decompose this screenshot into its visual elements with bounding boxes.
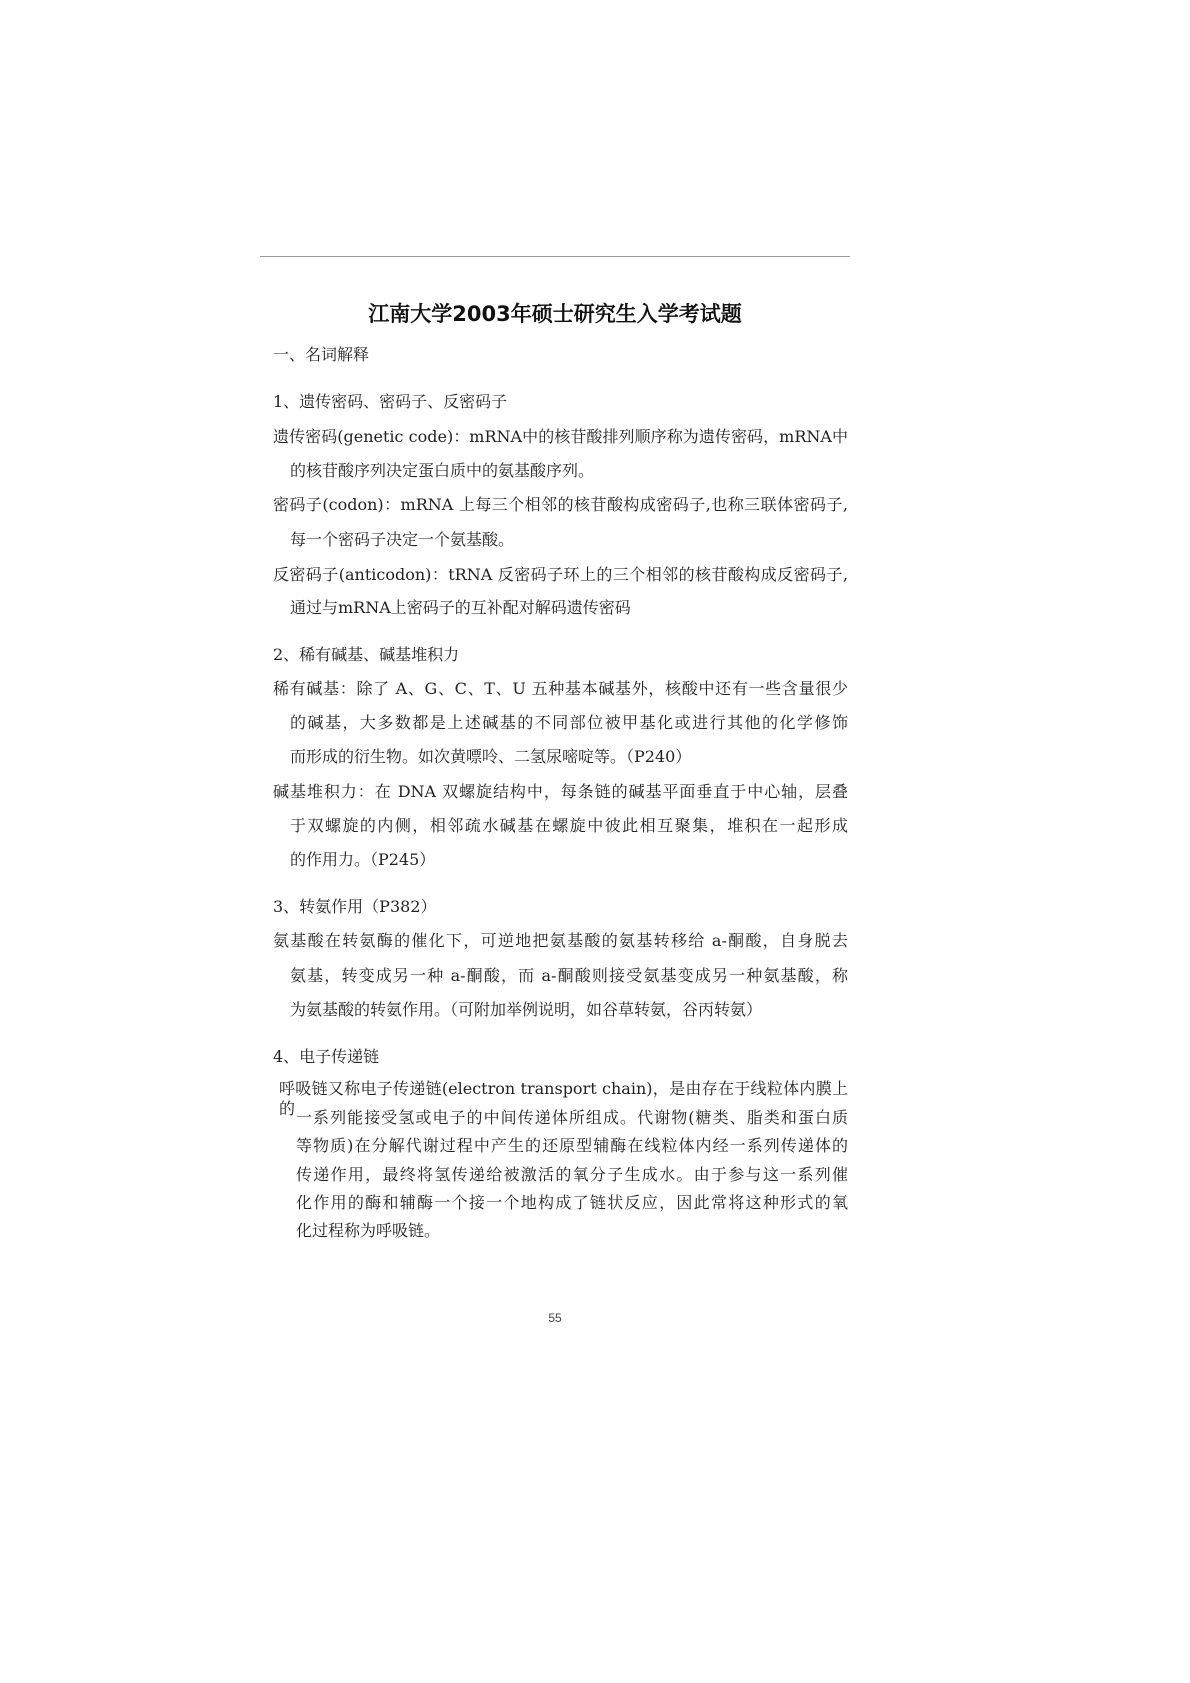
paragraph-line: 于双螺旋的内侧，相邻疏水碱基在螺旋中彼此相互聚集，堆积在一起形成 bbox=[290, 816, 848, 835]
item-heading: 1、遗传密码、密码子、反密码子 bbox=[273, 392, 508, 411]
page-number: 55 bbox=[548, 1311, 562, 1325]
paragraph-line: 而形成的衍生物。如次黄嘌呤、二氢尿嘧啶等。（P240） bbox=[290, 747, 692, 766]
item-heading: 2、稀有碱基、碱基堆积力 bbox=[273, 645, 460, 664]
item-heading: 4、电子传递链 bbox=[273, 1047, 380, 1066]
paragraph-line: 的碱基，大多数都是上述碱基的不同部位被甲基化或进行其他的化学修饰 bbox=[290, 713, 848, 732]
paragraph-line: 化过程称为呼吸链。 bbox=[296, 1221, 441, 1240]
paragraph-line: 密码子(codon)：mRNA 上每三个相邻的核苷酸构成密码子,也称三联体密码子, bbox=[273, 495, 848, 514]
paragraph-line: 稀有碱基：除了 A、G、C、T、U 五种基本碱基外，核酸中还有一些含量很少 bbox=[273, 679, 848, 698]
page-title: 江南大学2003年硕士研究生入学考试题 bbox=[368, 302, 742, 326]
paragraph-line: 碱基堆积力：在 DNA 双螺旋结构中，每条链的碱基平面垂直于中心轴，层叠 bbox=[273, 782, 848, 801]
section-heading: 一、名词解释 bbox=[273, 345, 370, 364]
paragraph-line: 氨基，转变成另一种 a-酮酸，而 a-酮酸则接受氨基变成另一种氨基酸，称 bbox=[290, 966, 848, 985]
header-rule bbox=[260, 256, 850, 257]
paragraph-line: 每一个密码子决定一个氨基酸。 bbox=[290, 530, 515, 549]
paragraph-line: 的核苷酸序列决定蛋白质中的氨基酸序列。 bbox=[290, 461, 595, 480]
paragraph-line: 化作用的酶和辅酶一个接一个地构成了链状反应，因此常将这种形式的氧 bbox=[296, 1193, 848, 1212]
paragraph-line: 通过与mRNA上密码子的互补配对解码遗传密码 bbox=[290, 598, 631, 617]
paragraph-line: 反密码子(anticodon)：tRNA 反密码子环上的三个相邻的核苷酸构成反密码子, bbox=[273, 565, 848, 584]
paragraph-line: 传递作用，最终将氢传递给被激活的氧分子生成水。由于参与这一系列催 bbox=[296, 1165, 848, 1184]
item-heading: 3、转氨作用（P382） bbox=[273, 897, 437, 916]
paragraph-line: 呼吸链又称电子传递链(electron transport chain)，是由存在于线粒体内膜上的 bbox=[279, 1079, 848, 1118]
paragraph-line: 等物质)在分解代谢过程中产生的还原型辅酶在线粒体内经一系列传递体的 bbox=[296, 1136, 848, 1155]
paragraph-line: 的作用力。（P245） bbox=[290, 850, 436, 869]
paragraph-line: 一系列能接受氢或电子的中间传递体所组成。代谢物(糖类、脂类和蛋白质 bbox=[296, 1108, 848, 1127]
paragraph-line: 氨基酸在转氨酶的催化下，可逆地把氨基酸的氨基转移给 a-酮酸，自身脱去 bbox=[273, 931, 848, 950]
paragraph-line: 为氨基酸的转氨作用。（可附加举例说明，如谷草转氨，谷丙转氨） bbox=[290, 1000, 763, 1019]
paragraph-line: 遗传密码(genetic code)：mRNA中的核苷酸排列顺序称为遗传密码，mRNA中 bbox=[273, 427, 848, 446]
